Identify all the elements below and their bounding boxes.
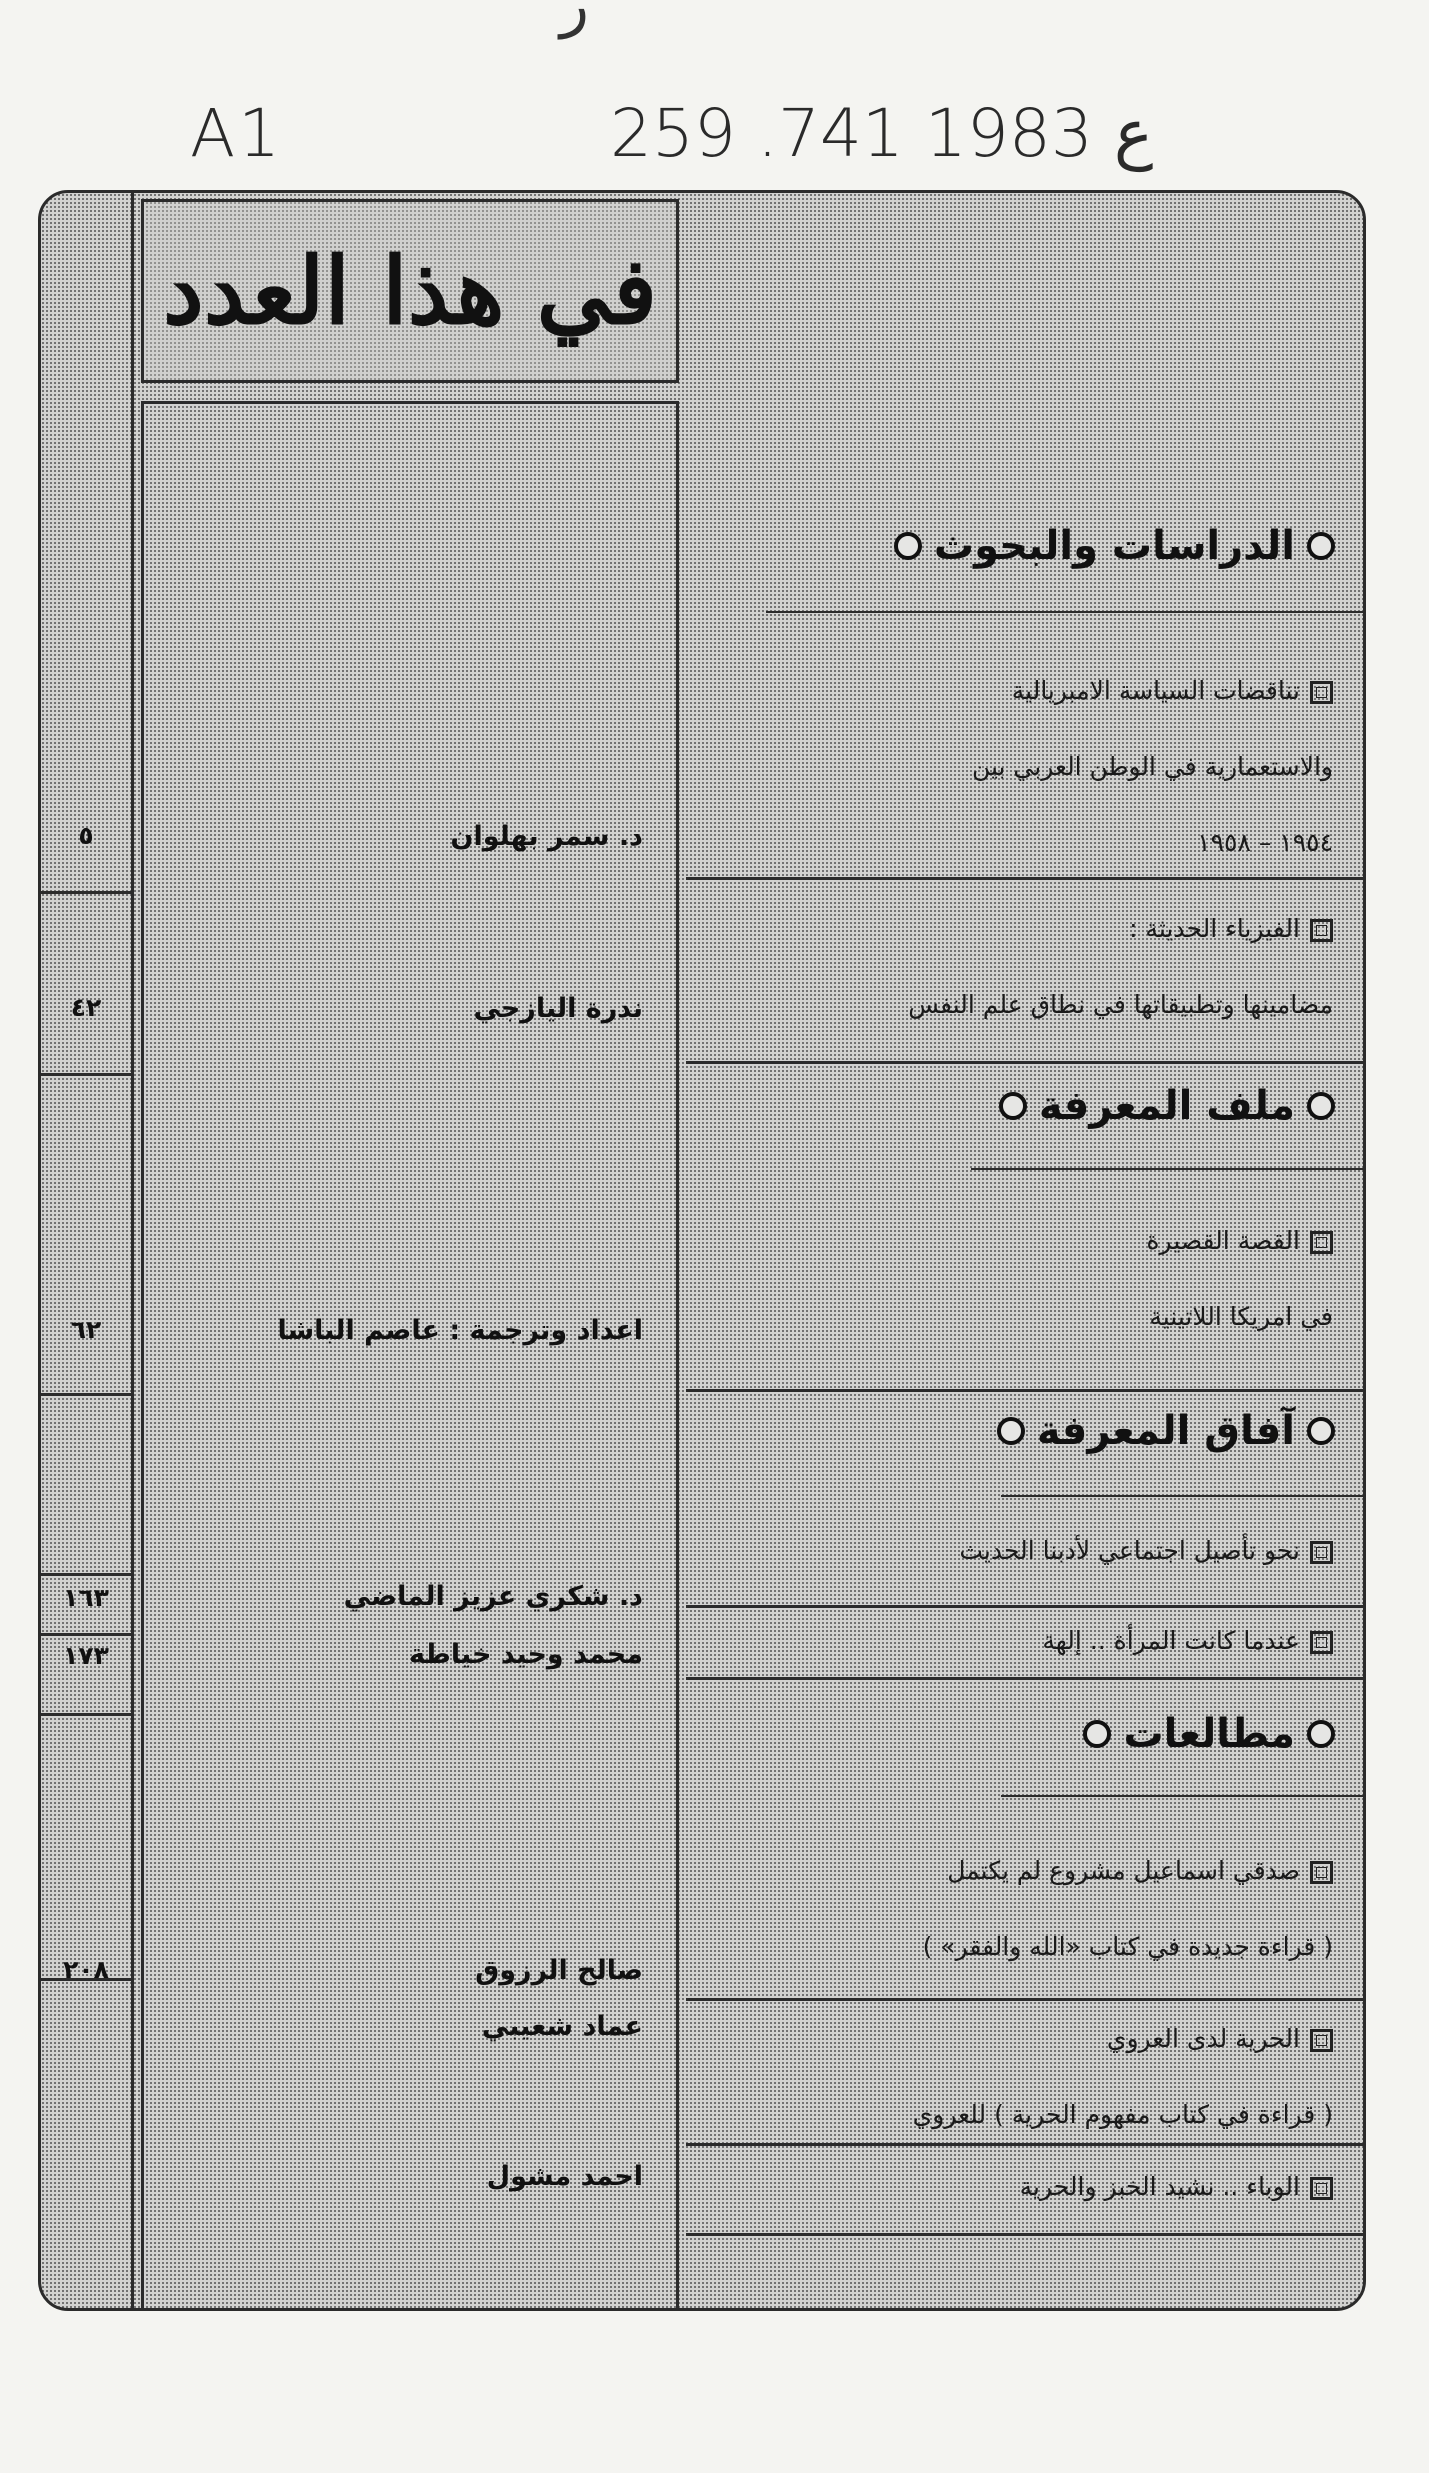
circle-bullet-icon [1307,1092,1335,1120]
article-author: صالح الرزوق [475,1955,643,1986]
page-rule [41,1633,133,1636]
checkbox-square-icon [1310,1861,1333,1884]
article-title: تناقضات السياسة الامبريالية والاستعمارية في الوطن العربي بين ١٩٥٤ – ١٩٥٨ [971,676,1333,857]
circle-bullet-icon [997,1417,1025,1445]
section-rule [1001,1495,1363,1497]
section-heading: ملف المعرفة [999,1083,1335,1129]
article-title: عندما كانت المرأة .. إلهة [1042,1603,1333,1679]
circle-bullet-icon [1307,1417,1335,1445]
circle-bullet-icon [894,532,922,560]
section-heading: آفاق المعرفة [997,1408,1335,1454]
article-author: اعداد وترجمة : عاصم الباشا [277,1315,643,1346]
page-number: ٥ [78,821,94,850]
page-title: في هذا العدد [162,237,658,345]
article-author: د. شكري عزيز الماضي [343,1581,643,1612]
page-number: ٤٢ [70,993,102,1022]
section-rule [766,611,1363,613]
item-rule [686,2233,1363,2236]
page-number: ١٧٣ [63,1641,109,1670]
section-heading: مطالعات [1083,1711,1335,1757]
page-number: ٢٠٨ [63,1955,109,1984]
article-author: د. سمر بهلوان [450,821,643,852]
section-heading: الدراسات والبحوث [894,523,1335,569]
contents-frame [38,190,1366,2311]
handwritten-catalog-left: A1 [190,95,284,172]
title-box [141,199,679,383]
page-number: ١٦٣ [63,1583,109,1612]
item-rule [686,1061,1363,1064]
circle-bullet-icon [1083,1720,1111,1748]
section-rule [1001,1795,1363,1797]
checkbox-square-icon [1310,1541,1333,1564]
article-title: الوباء .. نشيد الخبز والحرية [1020,2149,1333,2225]
circle-bullet-icon [1307,1720,1335,1748]
circle-bullet-icon [999,1092,1027,1120]
page-column-divider [131,193,134,2308]
page-number: ٦٢ [70,1315,102,1344]
article-author: ندرة اليازجي [473,993,643,1024]
page-rule [41,1393,133,1396]
article-title: الفيزياء الحديثة : مضامينها وتطبيقاتها في نطاق علم النفس [908,914,1333,1019]
article-author: عماد شعيبي [481,2011,643,2042]
article-title: نحو تأصيل اجتماعي لأدبنا الحديث [959,1513,1333,1589]
page-rule [41,1073,133,1076]
checkbox-square-icon [1310,2177,1333,2200]
handwritten-catalog-right: 259 .ع 1983 741 [610,95,1154,172]
checkbox-square-icon [1310,2029,1333,2052]
article-author: محمد وحيد خياطة [409,1639,643,1670]
handwritten-mark: ر [560,0,589,40]
checkbox-square-icon [1310,919,1333,942]
page-rule [41,1713,133,1716]
article-title: الحرية لدى العروي ( قراءة في كتاب مفهوم الحرية ) للعروي [912,2024,1333,2129]
checkbox-square-icon [1310,1231,1333,1254]
section-rule [971,1168,1363,1170]
checkbox-square-icon [1310,681,1333,704]
article-title: صدقي اسماعيل مشروع لم يكتمل ( قراءة جديدة في كتاب «الله والفقر» ) [922,1856,1333,1961]
page-rule [41,1573,133,1576]
item-rule [686,1389,1363,1392]
page-rule [41,891,133,894]
article-title: القصة القصيرة في امريكا اللاتينية [1146,1226,1333,1331]
circle-bullet-icon [1307,532,1335,560]
checkbox-square-icon [1310,1631,1333,1654]
article-author: احمد مشول [486,2161,643,2192]
